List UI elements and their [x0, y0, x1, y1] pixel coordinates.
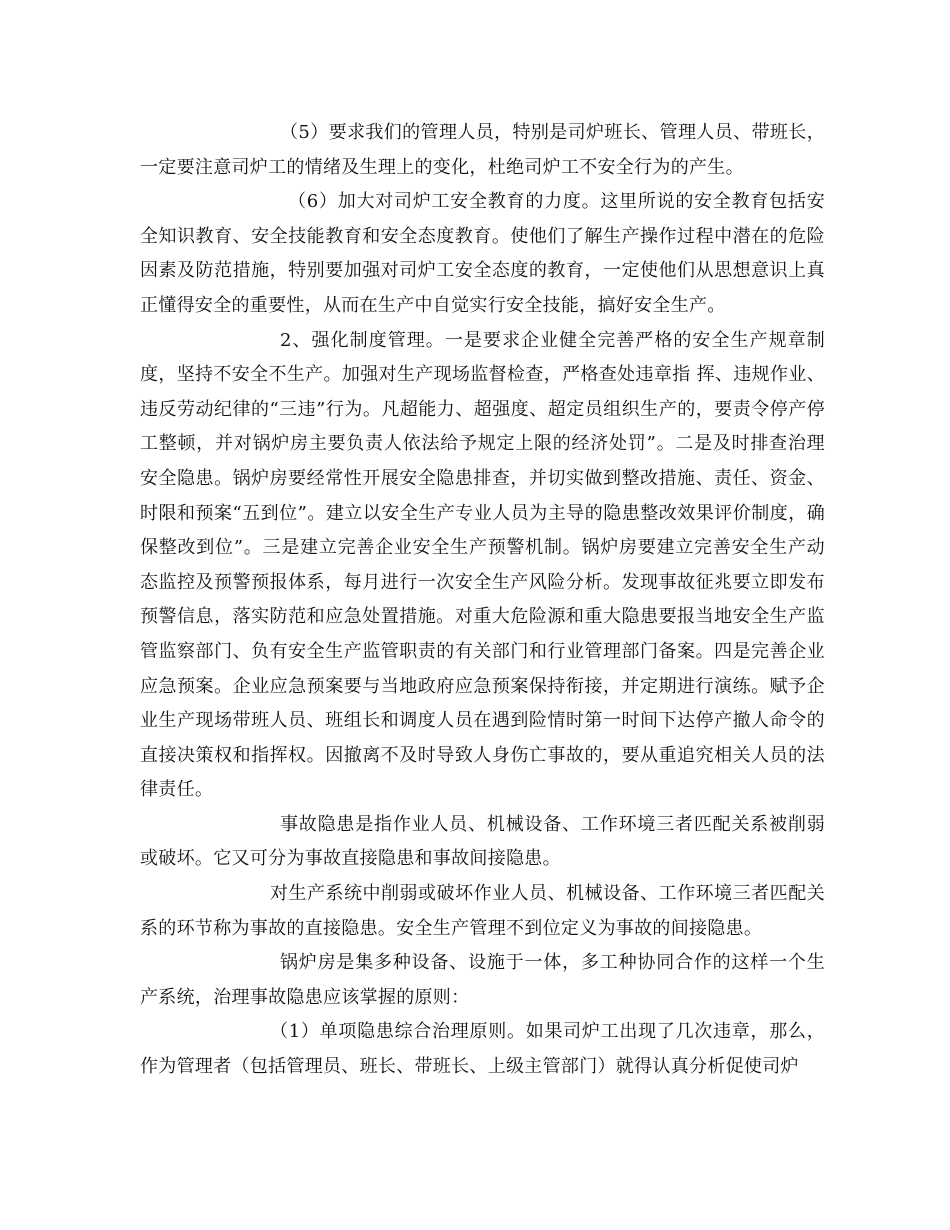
paragraph-direct-indirect-hazard: 对生产系统中削弱或破坏作业人员、机械设备、工作环境三者匹配关系的环节称为事故的直接隐患。安全生产管理不到位定义为事故的间接隐患。: [140, 883, 825, 939]
paragraph-safety-behavior: （5）要求我们的管理人员，特别是司炉班长、管理人员、带班长，一定要注意司炉工的情绪及生理上的变化，杜绝司炉工不安全行为的产生。: [140, 122, 825, 178]
paragraph-system-management: 2、强化制度管理。一是要求企业健全完善严格的安全生产规章制度，坚持不安全不生产。加强对生产现场监督检查，严格查处违章指 挥、违规作业、违反劳动纪律的“三违”行为。凡超能力、超强度、超定员组织生产的，要责令停产停工整顿，并对锅炉房主要负责人依法给予规定上限的经济处罚”。二是及时排查治理安全隐患。锅炉房要经常性开展安全隐患排查，并切实做到整改措施、责任、资金、时限和预案“五到位”。建立以安全生产专业人员为主导的隐患整改效果评价制度，确保整改到位”。三是建立完善企业安全生产预警机制。锅炉房要建立完善安全生产动态监控及预警预报体系，每月进行一次安全生产风险分析。发现事故征兆要立即发布预警信息，落实防范和应急处置措施。对重大危险源和重大隐患要报当地安全生产监管监察部门、负有安全生产监管职责的有关部门和行业管理部门备案。四是完善企业应急预案。企业应急预案要与当地政府应急预案保持衔接，并定期进行演练。赋予企业生产现场带班人员、班组长和调度人员在遇到险情时第一时间下达停产撤人命令的直接决策权和指挥权。因撤离不及时导致人身伤亡事故的，要从重追究相关人员的法律责任。: [140, 329, 825, 801]
paragraph-boiler-principles: 锅炉房是集多种设备、设施于一体，多工种协同合作的这样一个生产系统，治理事故隐患应该掌握的原则：: [140, 952, 825, 1008]
paragraph-single-hazard-principle: （1）单项隐患综合治理原则。如果司炉工出现了几次违章，那么，作为管理者（包括管理员、班长、带班长、上级主管部门）就得认真分析促使司炉: [140, 1021, 825, 1078]
paragraph-safety-education: （6）加大对司炉工安全教育的力度。这里所说的安全教育包括安全知识教育、安全技能教育和安全态度教育。使他们了解生产操作过程中潜在的危险因素及防范措施，特别要加强对司炉工安全态度的教育，一定使他们从思想意识上真正懂得安全的重要性，从而在生产中自觉实行安全技能，搞好安全生产。: [140, 191, 825, 316]
paragraph-hazard-definition: 事故隐患是指作业人员、机械设备、工作环境三者匹配关系被削弱或破坏。它又可分为事故直接隐患和事故间接隐患。: [140, 813, 825, 870]
document-page: [140, 116, 825, 1085]
